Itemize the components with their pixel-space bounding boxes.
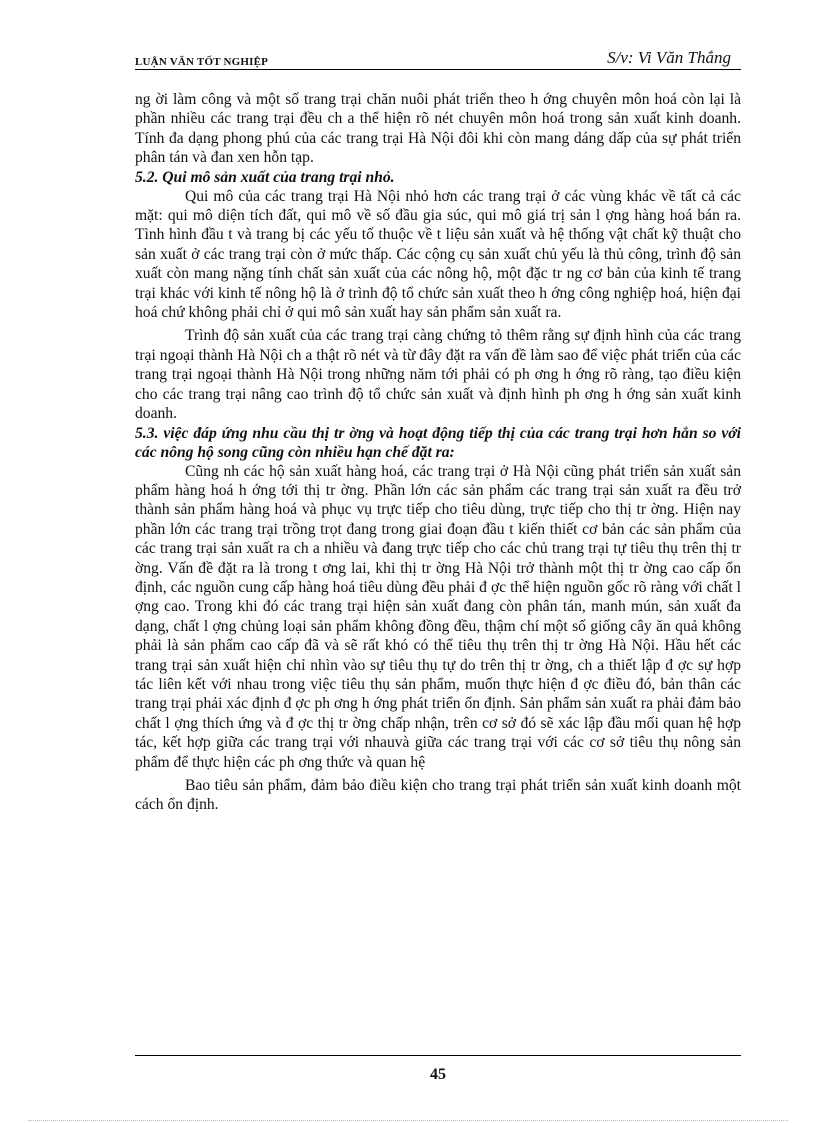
header-student-name: S/v: Vi Văn Thắng (607, 48, 731, 67)
paragraph-2: Qui mô của các trang trại Hà Nội nhỏ hơn các trang trại ở các vùng khác về tất cả các mặt: qui mô diện tích đất, qui mô về số đầu gia súc, qui mô giá trị sản l ợng hàng hoá bán ra. Tình hình đầu t và trang bị các yếu tố thuộc về t liệu sản xuất và hệ thống vật chất kỹ thuật cho sản xuất ở các trang trại còn ở mức thấp. Các cộng cụ sản xuất chủ yếu là thủ công, trình độ sản xuất còn mang nặng tính chất sản xuất của các nông hộ, một đặc tr ng cơ bản của kinh tế trang trại khác với kinh tế nông hộ là ở trình độ tổ chức sản xuất theo h ớng công nghiệp hoá, hiện đại hoá chứ không phải chỉ ở qui mô sản xuất hay sản phẩm sản xuất ra. (135, 187, 741, 322)
page-bottom-dotted-line (28, 1120, 788, 1121)
page-header (135, 48, 741, 70)
paragraph-4: Cũng nh các hộ sản xuất hàng hoá, các trang trại ở Hà Nội cũng phát triển sản xuất sản phẩm hàng hoá h ớng tới thị tr ờng. Phần lớn các sản phẩm các trang trại sản xuất ra đều trở thành sản phẩm hàng hoá và phục vụ trực tiếp cho tiêu dùng, trực tiếp cho thị tr ờng. Hiện nay phần lớn các trang trại trồng trọt đang trong giai đoạn đầu t kiến thiết cơ bản các sản phẩm của các trang trại sản xuất ra ch a nhiều và đang trực tiếp cho các chủ trang trại tự tiêu thụ trên thị tr ờng. Vấn đề đặt ra là trong t ơng lai, khi thị tr ờng Hà Nội trở thành một thị tr ờng cao cấp ổn định, các nguồn cung cấp hàng hoá tiêu dùng đều phải đ ợc thể hiện nguồn gốc rõ ràng với chất l ợng cao. Trong khi đó các trang trại hiện sản xuất đang còn phân tán, manh mún, sản xuất đa dạng, chất l ợng chủng loại sản phẩm không đồng đều, thậm chí một số giống cây ăn quả không phải là sản phẩm cao cấp đã và sẽ rất khó có thể tiêu thụ trên thị tr ờng Hà Nội. Hầu hết các trang trại sản xuất hiện chỉ nhìn vào sự tiêu thụ tự do trên thị tr ờng, ch a thiết lập đ ợc sự hợp tác liên kết với nhau trong việc tiêu thụ sản phẩm, muốn thực hiện đ ợc điều đó, bản thân các trang trại phải xác định đ ợc ph ơng h ớng phát triển ổn định. Sản phẩm sản xuất ra phải đảm bảo chất l ợng thích ứng và đ ợc thị tr ờng chấp nhận, trên cơ sở đó sẽ xác lập đầu mối quan hệ hợp tác, kết hợp giữa các trang trại với nhauvà giữa các trang trại với các cơ sở tiêu thụ nông sản phẩm để thực hiện các ph ơng thức và quan hệ (135, 462, 741, 771)
section-heading-5-3: 5.3. việc đáp ứng nhu cầu thị tr ờng và hoạt động tiếp thị của các trang trại hơn hẳn so với các nông hộ song cũng còn nhiều hạn chế đặt ra: (135, 424, 741, 461)
paragraph-1: ng ời làm công và một số trang trại chăn nuôi phát triển theo h ớng chuyên môn hoá còn lại là phần nhiều các trang trại đều ch a thể hiện rõ nét chuyên môn hoá trong sản xuất kinh doanh. Tính đa dạng phong phú của các trang trại Hà Nội đôi khi còn mang dáng dấp của sự phát triển phân tán và đan xen hỗn tạp. (135, 91, 741, 167)
footer-divider (135, 1055, 741, 1056)
section-heading-5-2: 5.2. Qui mô sản xuất của trang trại nhỏ. (135, 168, 395, 186)
page-content (135, 90, 741, 815)
header-divider (135, 69, 741, 70)
paragraph-3: Trình độ sản xuất của các trang trại càng chứng tỏ thêm rằng sự định hình của các trang trại ngoại thành Hà Nội ch a thật rõ nét và từ đây đặt ra vấn đề làm sao để việc phát triển của các trang trại ngoại thành Hà Nội trong những năm tới phải có ph ơng h ớng rõ ràng, tạo điều kiện cho các trang trại nâng cao trình độ tổ chức sản xuất và định hình ph ơng h ớng sản xuất kinh doanh. (135, 327, 741, 423)
paragraph-5: Bao tiêu sản phẩm, đảm bảo điều kiện cho trang trại phát triển sản xuất kinh doanh một cách ổn định. (135, 777, 741, 814)
header-thesis-title: LUẬN VĂN TỐT NGHIỆP (135, 56, 269, 68)
page-number: 45 (430, 1066, 446, 1083)
